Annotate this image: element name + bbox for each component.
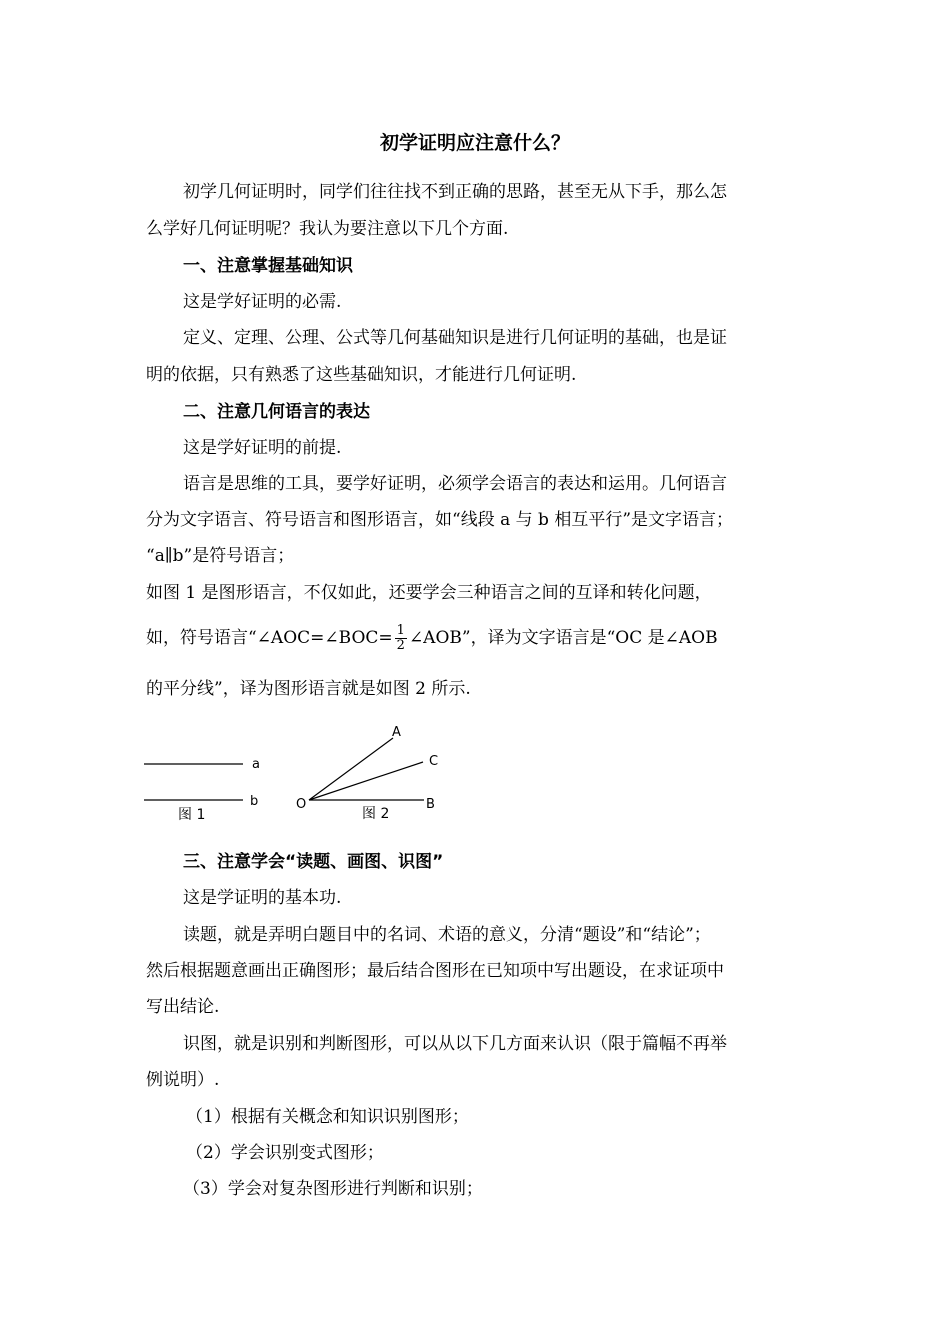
- section1-paragraph-1: 这是学好证明的必需.: [183, 292, 342, 312]
- fraction-denominator: 2: [396, 638, 405, 653]
- section3-heading: 三、注意学会“读题、画图、识图”: [183, 852, 444, 872]
- ray-oc: [309, 762, 423, 800]
- section3-paragraph-1: 这是学证明的基本功.: [183, 888, 342, 908]
- symbolic-expression-prefix: 如，符号语言“∠AOC=∠BOC=: [146, 628, 393, 648]
- label-B: B: [426, 797, 435, 812]
- figure-2-caption: 图 2: [362, 806, 390, 822]
- section2-paragraph-3-line-3: 的平分线”，译为图形语言就是如图 2 所示.: [146, 679, 471, 699]
- symbolic-expression-suffix: ∠AOB”，译为文字语言是“OC 是∠AOB: [408, 628, 718, 648]
- label-O: O: [296, 797, 307, 812]
- section3-paragraph-2-line-2: 然后根据题意画出正确图形；最后结合图形在已知项中写出题设，在求证项中: [146, 961, 724, 981]
- label-b: b: [250, 794, 259, 809]
- section1-paragraph-2-line-1: 定义、定理、公理、公式等几何基础知识是进行几何证明的基础，也是证: [183, 328, 727, 348]
- figure-1-caption: 图 1: [178, 807, 206, 823]
- label-A: A: [392, 725, 401, 740]
- section2-heading: 二、注意几何语言的表达: [183, 402, 370, 422]
- label-C: C: [429, 754, 439, 769]
- intro-line-2: 么学好几何证明呢？我认为要注意以下几个方面.: [146, 219, 509, 239]
- ray-oa: [309, 738, 393, 800]
- section2-paragraph-2-line-2: 分为文字语言、符号语言和图形语言，如“线段 a 与 b 相互平行”是文字语言；: [146, 510, 734, 530]
- label-a: a: [252, 757, 260, 772]
- section2-paragraph-3-line-2: [146, 620, 718, 656]
- section2-paragraph-2-line-1: 语言是思维的工具，要学好证明，必须学会语言的表达和运用。几何语言: [183, 474, 727, 494]
- section3-paragraph-2-line-1: 读题，就是弄明白题目中的名词、术语的意义，分清“题设”和“结论”；: [183, 925, 711, 945]
- fraction-numerator: 1: [396, 623, 405, 638]
- section3-paragraph-3-line-1: 识图，就是识别和判断图形，可以从以下几方面来认识（限于篇幅不再举: [183, 1034, 727, 1054]
- figure-1-parallel-lines: [140, 748, 270, 828]
- section1-heading: 一、注意掌握基础知识: [183, 256, 353, 276]
- page-title: 初学证明应注意什么？: [379, 132, 570, 154]
- list-item: （1）根据有关概念和知识识别图形；: [186, 1107, 469, 1127]
- section2-paragraph-3-line-1: 如图 1 是图形语言，不仅如此，还要学会三种语言之间的互译和转化问题，: [146, 583, 712, 603]
- section2-paragraph-2-line-3: “a∥b”是符号语言；: [146, 546, 295, 566]
- fraction-one-half: [395, 624, 407, 653]
- section1-paragraph-2-line-2: 明的依据，只有熟悉了这些基础知识，才能进行几何证明.: [146, 365, 577, 385]
- section3-paragraph-2-line-3: 写出结论.: [146, 997, 220, 1017]
- list-item: （2）学会识别变式图形；: [186, 1143, 384, 1163]
- intro-line-1: 初学几何证明时，同学们往往找不到正确的思路，甚至无从下手，那么怎: [183, 182, 727, 202]
- section3-paragraph-3-line-2: 例说明）.: [146, 1070, 220, 1090]
- list-item: （3）学会对复杂图形进行判断和识别；: [183, 1179, 483, 1199]
- figure-2-angle-bisector: [288, 718, 458, 828]
- section2-paragraph-1: 这是学好证明的前提.: [183, 438, 342, 458]
